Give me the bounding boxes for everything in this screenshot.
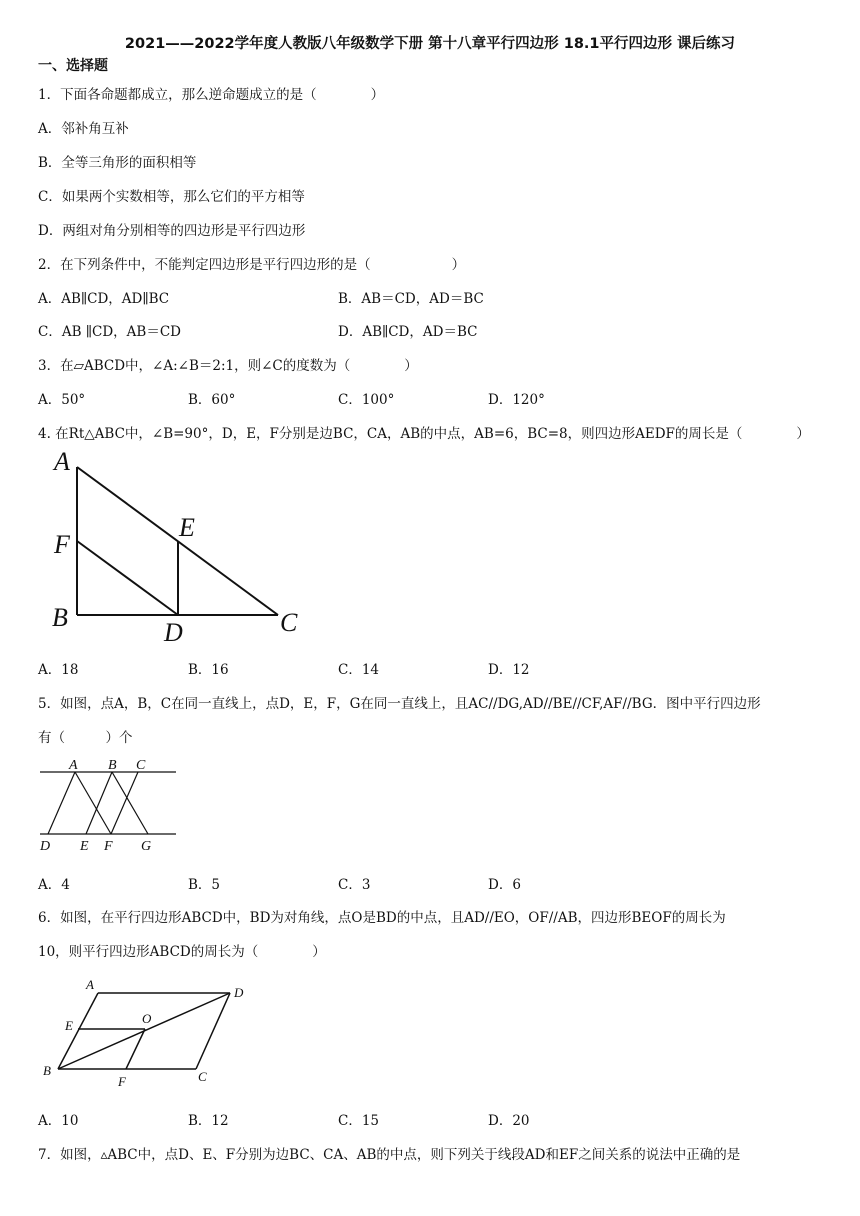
q1-option-c: C．如果两个实数相等，那么它们的平方相等 (38, 189, 305, 205)
q6-label-b: B (43, 1063, 51, 1078)
q5-label-c: C (136, 758, 146, 773)
q6-option-d: D．20 (488, 1113, 530, 1129)
q5-option-c: C．3 (338, 877, 371, 893)
q6-label-a: A (86, 977, 94, 992)
q6-option-a: A．10 (38, 1113, 79, 1129)
q6-figure (38, 975, 258, 1093)
q6-option-c: C．15 (338, 1113, 380, 1129)
q4-label-f: F (54, 530, 70, 559)
section-heading: 一、选择题 (38, 58, 108, 74)
q3-option-c: C．100° (338, 392, 395, 408)
q1-option-d: D．两组对角分别相等的四边形是平行四边形 (38, 223, 306, 239)
q6-label-o: O (142, 1011, 152, 1026)
q2-option-d: D．AB∥CD，AD＝BC (338, 324, 478, 340)
q1-stem: 1．下面各命题都成立，那么逆命题成立的是（ ） (38, 87, 385, 103)
q6-line-dc (196, 993, 230, 1069)
q3-option-a: A．50° (38, 392, 86, 408)
q6-stem-line2: 10，则平行四边形ABCD的周长为（ ） (38, 944, 326, 960)
q5-label-d: D (40, 839, 51, 854)
q5-label-a: A (69, 758, 78, 773)
q4-stem: 4. 在Rt△ABC中，∠B=90°，D，E，F分别是边BC，CA，AB的中点，AB=6，BC=8，则四边形AEDF的周长是（ ） (38, 426, 810, 442)
q3-option-b: B．60° (188, 392, 236, 408)
q6-option-b: B．12 (188, 1113, 229, 1129)
q5-line-bg (112, 772, 148, 834)
q6-label-c: C (198, 1069, 207, 1084)
q6-label-e: E (65, 1018, 73, 1033)
q4-label-c: C (280, 608, 298, 637)
q5-option-b: B．5 (188, 877, 221, 893)
q5-line-af (75, 772, 111, 834)
q6-label-f: F (118, 1074, 126, 1089)
q3-option-d: D．120° (488, 392, 545, 408)
q6-label-d: D (234, 985, 244, 1000)
q5-option-a: A．4 (38, 877, 70, 893)
q1-option-a: A．邻补角互补 (38, 121, 129, 137)
q4-label-e: E (179, 513, 195, 542)
q5-label-e: E (80, 839, 89, 854)
q4-option-a: A．18 (38, 662, 79, 678)
q5-label-b: B (108, 758, 117, 773)
q4-option-b: B．16 (188, 662, 229, 678)
q4-label-a: A (54, 447, 70, 476)
q4-label-d: D (164, 618, 183, 647)
q4-option-c: C．14 (338, 662, 380, 678)
q6-line-ab (58, 993, 98, 1069)
q5-label-g: G (141, 839, 152, 854)
q5-line-be (86, 772, 112, 834)
q5-stem-line2: 有（ ）个 (38, 730, 133, 746)
q5-label-f: F (104, 839, 113, 854)
q5-line-ad (48, 772, 75, 834)
q4-label-b: B (52, 603, 68, 632)
page-title: 2021——2022学年度人教版八年级数学下册 第十八章平行四边形 18.1平行四边形 课后练习 (124, 36, 736, 52)
q5-stem-line1: 5．如图，点A，B，C在同一直线上，点D，E，F，G在同一直线上，且AC//DG,AD//BE//CF,AF//BG．图中平行四边形 (38, 696, 761, 712)
q6-stem-line1: 6．如图，在平行四边形ABCD中，BD为对角线，点O是BD的中点，且AD//EO，OF//AB，四边形BEOF的周长为 (38, 910, 726, 926)
q7-stem: 7．如图，▵ABC中，点D、E、F分别为边BC、CA、AB的中点，则下列关于线段AD和EF之间关系的说法中正确的是 (38, 1147, 741, 1163)
q2-option-a: A．AB∥CD，AD∥BC (38, 291, 170, 307)
q4-line-fd (77, 541, 178, 615)
q2-option-c: C．AB ∥CD，AB＝CD (38, 324, 182, 340)
q1-option-b: B．全等三角形的面积相等 (38, 155, 197, 171)
q2-stem: 2．在下列条件中，不能判定四边形是平行四边形的是（ ） (38, 257, 466, 273)
q4-figure (40, 440, 320, 650)
q4-option-d: D．12 (488, 662, 530, 678)
q5-option-d: D．6 (488, 877, 521, 893)
q5-line-cf (111, 772, 138, 834)
q5-figure (38, 752, 183, 857)
q3-stem: 3．在▱ABCD中，∠A:∠B＝2:1，则∠C的度数为（ ） (38, 358, 418, 374)
q2-option-b: B．AB＝CD，AD＝BC (338, 291, 484, 307)
